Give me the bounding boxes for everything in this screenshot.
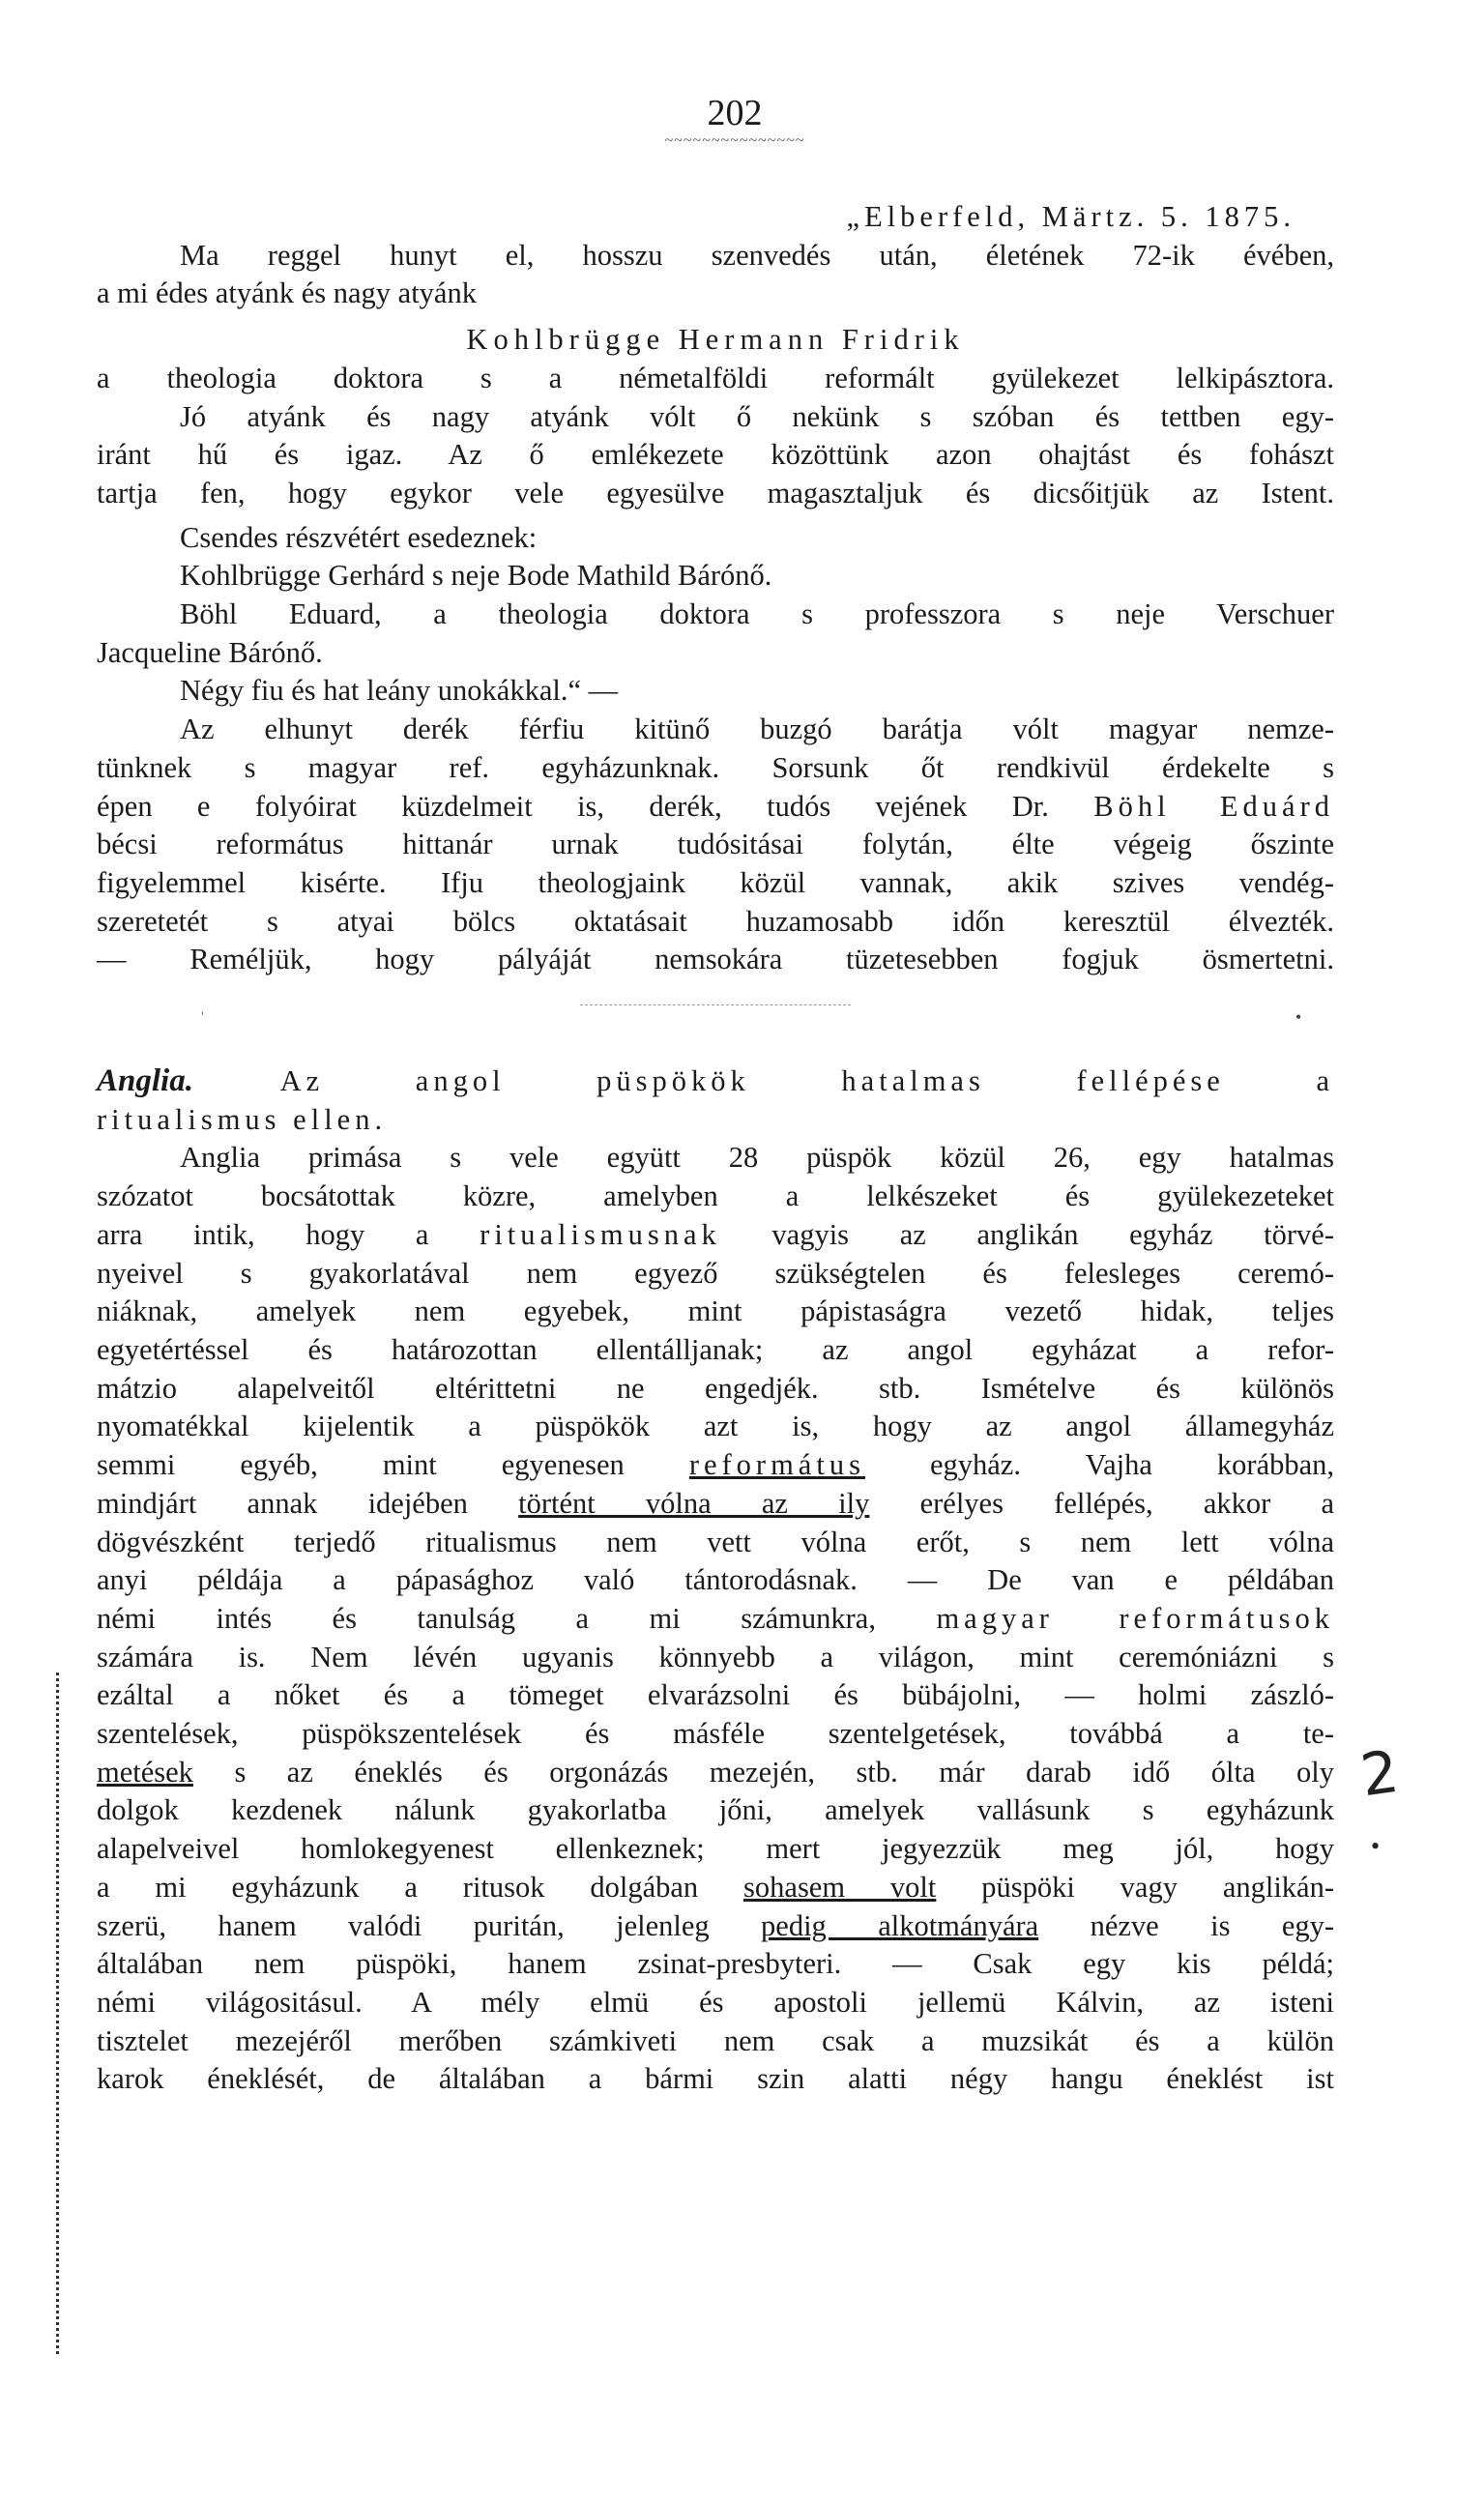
mourner-line: Jacqueline Bárónő. (97, 635, 323, 669)
anglia-line: egyetértéssel és határozottan ellentálljanak; az angol egyházat a refor- (97, 1332, 1334, 1366)
letter-line: iránt hű és igaz. Az ő emlékezete közöttünk azon ohajtást és fohászt (97, 438, 1334, 472)
anglia-heading (97, 1062, 1334, 1101)
anglia-line: mátzio alapelveitől eltérittetni ne engedjék. stb. Ismételve és különös (97, 1371, 1334, 1405)
anglia-line: dögvészként terjedő ritualismus nem vett vólna erőt, s nem lett vólna (97, 1525, 1334, 1558)
anglia-line: karok éneklését, de általában a bármi szin alatti négy hangu éneklést ist (97, 2062, 1334, 2096)
anglia-heading-text: Az angol püspökök hatalmas fellépése a (279, 1064, 1335, 1098)
letter-line: tartja fen, hogy egykor vele egyesülve magasztaljuk és dicsőitjük az Istent. (97, 476, 1334, 509)
underlined-text: metések (97, 1755, 193, 1789)
anglia-line: nyomatékkal kijelentik a püspökök azt is, hogy az angol államegyház (97, 1410, 1334, 1443)
anglia-line: általában nem püspöki, hanem zsinat-presbyteri. — Csak egy kis példá; (97, 1947, 1334, 1981)
anglia-text: nézve is egy- (1090, 1908, 1335, 1942)
letter-line: Ma reggel hunyt el, hosszu szenvedés után, életének 72-ik évében, (180, 238, 1334, 272)
deceased-name: Kohlbrügge Hermann Fridrik (466, 323, 965, 357)
anglia-text: s az éneklés és orgonázás mezején, stb. már darab idő ólta oly (234, 1755, 1335, 1789)
commentary-line: figyelemmel kisérte. Ifju theologjaink közül vannak, akik szives vendég- (97, 865, 1334, 899)
page-number-ornament: ~~~~~~~~~~~~~~~ (664, 132, 805, 149)
person-name: Böhl Eduárd (1093, 789, 1334, 823)
commentary-line (97, 788, 1334, 827)
page-number: 202 (707, 93, 763, 133)
anglia-text: püspöki vagy anglikán- (981, 1870, 1334, 1904)
anglia-line: némi világositásul. A mély elmü és apostoli jellemü Kálvin, az isteni (97, 1985, 1334, 2019)
anglia-line: tisztelet mezejéről merőben számkiveti nem csak a muzsikát és a külön (97, 2023, 1334, 2057)
commentary-line: bécsi református hittanár urnak tudósitásai folytán, élte végeig őszinte (97, 828, 1334, 861)
commentary-line: tünknek s magyar ref. egyházunknak. Sorsunk őt rendkivül érdekelte s (97, 750, 1334, 784)
anglia-title: Anglia. (97, 1063, 193, 1099)
underlined-text: pedig alkotmányára (761, 1908, 1039, 1942)
separator-dash (580, 1004, 851, 1005)
anglia-line: alapelveivel homlokegyenest ellenkeznek; mert jegyezzük meg jól, hogy (97, 1832, 1334, 1866)
anglia-line: nyeivel s gyakorlatával nem egyező szükségtelen és felesleges ceremó- (97, 1256, 1334, 1290)
anglia-line (97, 1446, 1334, 1485)
mourner-line: Böhl Eduard, a theologia doktora s professzora s neje Verschuer (180, 597, 1334, 631)
commentary-text: épen e folyóirat küzdelmeit is, derék, tudós vejének Dr. (97, 789, 1049, 823)
section-separator (97, 999, 1334, 1028)
margin-note: 2 (1356, 1737, 1403, 1811)
anglia-text: semmi egyéb, mint egyenesen (97, 1448, 625, 1482)
anglia-heading-text: ritualismus ellen. (97, 1102, 388, 1136)
commentary-line: Az elhunyt derék férfiu kitünő buzgó barátja vólt magyar nemze- (180, 713, 1334, 746)
anglia-line: Anglia primása s vele együtt 28 püspök közül 26, egy hatalmas (180, 1141, 1334, 1175)
anglia-line (97, 1485, 1334, 1524)
anglia-line: ezáltal a nőket és a tömeget elvarázsolni és bübájolni, — holmi zászló- (97, 1678, 1334, 1712)
page-body (97, 92, 1334, 2099)
letter-line: a theologia doktora s a németalföldi reformált gyülekezet lelkipásztora. (97, 361, 1334, 394)
anglia-text: egyház. Vajha korábban, (929, 1448, 1335, 1482)
anglia-line: szentelések, püspökszentelések és másféle szentelgetések, továbbá a te- (97, 1717, 1334, 1751)
anglia-text: szerü, hanem valódi puritán, jelenleg (97, 1908, 710, 1942)
margin-bracket (56, 1673, 62, 2354)
anglia-text: a mi egyházunk a ritusok dolgában (97, 1870, 699, 1904)
anglia-text: arra intik, hogy a (97, 1217, 429, 1251)
anglia-text: erélyes fellépés, akkor a (919, 1486, 1335, 1520)
anglia-line (97, 1754, 1334, 1792)
letter-line: a mi édes atyánk és nagy atyánk (97, 276, 477, 310)
anglia-line (97, 1216, 1334, 1255)
mourner-line: Kohlbrügge Gerhárd s neje Bode Mathild Bárónő. (180, 559, 772, 593)
anglia-line (97, 1907, 1334, 1946)
anglia-text: mindjárt annak idejében (97, 1486, 468, 1520)
separator-mark: ' (201, 1009, 204, 1027)
anglia-line: dolgok kezdenek nálunk gyakorlatba jőni, amelyek vallásunk s egyházunk (97, 1793, 1334, 1827)
spaced-word: ritualismusnak (480, 1217, 721, 1251)
anglia-line: szózatot bocsátottak közre, amelyben a lelkészeket és gyülekezeteket (97, 1179, 1334, 1213)
anglia-line: számára is. Nem lévén ugyanis könnyebb a világon, mint ceremóniázni s (97, 1640, 1334, 1673)
anglia-line (97, 1600, 1334, 1639)
anglia-line (97, 1869, 1334, 1907)
mourner-line: Négy fiu és hat leány unokákkal.“ — (180, 674, 619, 708)
mourners-intro: Csendes részvétért esedeznek: (180, 520, 538, 554)
underlined-text: történt vólna az ily (518, 1486, 870, 1520)
anglia-line: niáknak, amelyek nem egyebek, mint pápistaságra vezető hidak, teljes (97, 1295, 1334, 1328)
separator-mark: • (1295, 1007, 1302, 1028)
letter-line: Jó atyánk és nagy atyánk vólt ő nekünk s szóban és tettben egy- (180, 399, 1334, 433)
spaced-word: magyar reformátusok (936, 1601, 1334, 1635)
spaced-word: református (688, 1448, 865, 1482)
commentary-line: szeretetét s atyai bölcs oktatásait huzamosabb időn keresztül élvezték. (97, 904, 1334, 938)
anglia-text: némi intés és tanulság a mi számunkra, (97, 1601, 876, 1635)
anglia-text: vagyis az anglikán egyház törvé- (771, 1217, 1335, 1251)
margin-dot: • (1371, 1832, 1381, 1860)
anglia-line: anyi példája a pápasághoz való tántorodásnak. — De van e példában (97, 1563, 1334, 1597)
underlined-text: sohasem volt (743, 1870, 937, 1904)
commentary-line: — Reméljük, hogy pályáját nemsokára tüzetesebben fogjuk ösmertetni. (97, 943, 1334, 976)
letter-dateline: „Elberfeld, Märtz. 5. 1875. (846, 200, 1295, 233)
